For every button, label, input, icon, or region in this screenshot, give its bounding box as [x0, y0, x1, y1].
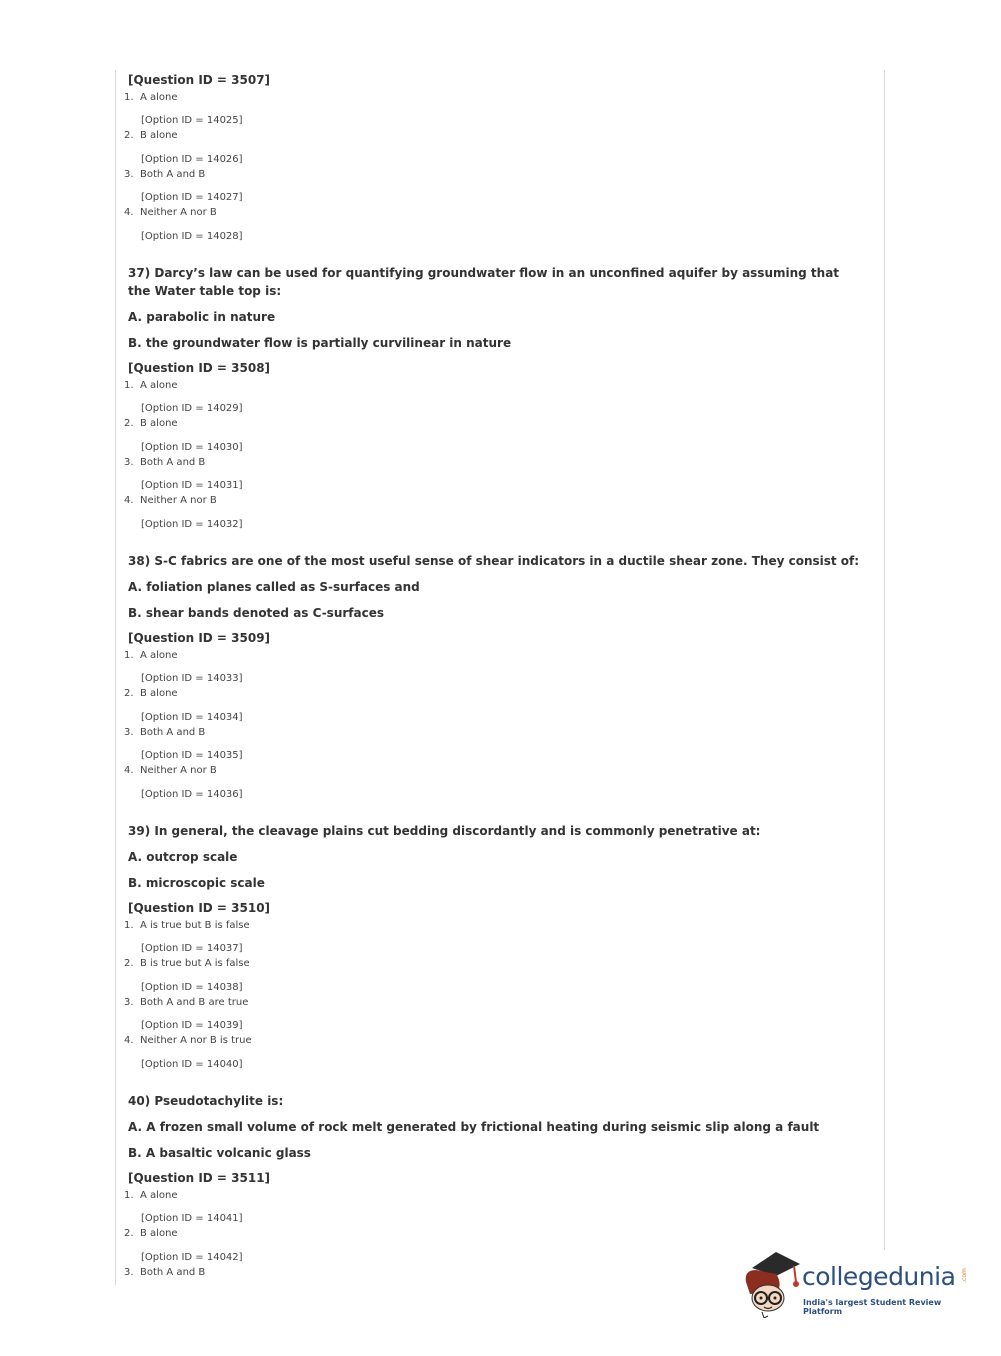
option-3[interactable]: 3. Both A and B — [124, 727, 206, 738]
option-id: [Option ID = 14032] — [141, 519, 243, 530]
option-1[interactable]: 1. A alone — [124, 92, 178, 103]
statement-a: A. outcrop scale — [128, 850, 238, 864]
question-id: [Question ID = 3510] — [128, 901, 271, 915]
statement-b: B. shear bands denoted as C-surfaces — [128, 606, 384, 620]
collegedunia-logo[interactable] — [742, 1248, 972, 1318]
statement-b: B. the groundwater flow is partially curvilinear in nature — [128, 336, 512, 350]
option-3[interactable]: 3. Both A and B — [124, 1267, 206, 1278]
option-id: [Option ID = 14028] — [141, 231, 243, 242]
question-text: 37) Darcy’s law can be used for quantifying groundwater flow in an unconfined aquifer by assuming that the Water table top is: — [128, 266, 840, 298]
left-margin-rule — [115, 70, 116, 1285]
statement-a: A. A frozen small volume of rock melt generated by frictional heating during seismic slip along a fault — [128, 1120, 820, 1134]
option-4[interactable]: 4. Neither A nor B — [124, 765, 217, 776]
question-id: [Question ID = 3509] — [128, 631, 271, 645]
option-id: [Option ID = 14037] — [141, 943, 243, 954]
option-id: [Option ID = 14025] — [141, 115, 243, 126]
option-2[interactable]: 2. B alone — [124, 688, 178, 699]
option-3[interactable]: 3. Both A and B — [124, 169, 206, 180]
option-id: [Option ID = 14041] — [141, 1213, 243, 1224]
option-id: [Option ID = 14027] — [141, 192, 243, 203]
mascot-icon — [742, 1248, 802, 1318]
question-text: 40) Pseudotachylite is: — [128, 1094, 284, 1108]
option-2[interactable]: 2. B alone — [124, 418, 178, 429]
option-id: [Option ID = 14035] — [141, 750, 243, 761]
option-2[interactable]: 2. B alone — [124, 130, 178, 141]
option-id: [Option ID = 14030] — [141, 442, 243, 453]
option-4[interactable]: 4. Neither A nor B — [124, 495, 217, 506]
option-1[interactable]: 1. A alone — [124, 650, 178, 661]
right-margin-rule — [884, 70, 885, 1250]
option-id: [Option ID = 14031] — [141, 480, 243, 491]
option-4[interactable]: 4. Neither A nor B is true — [124, 1035, 252, 1046]
question-text: 38) S-C fabrics are one of the most useful sense of shear indicators in a ductile shear zone. They consist of: — [128, 554, 860, 568]
statement-a: A. foliation planes called as S-surfaces and — [128, 580, 420, 594]
option-1[interactable]: 1. A is true but B is false — [124, 920, 250, 931]
option-2[interactable]: 2. B alone — [124, 1228, 178, 1239]
option-id: [Option ID = 14033] — [141, 673, 243, 684]
question-id: [Question ID = 3508] — [128, 361, 271, 375]
option-id: [Option ID = 14026] — [141, 154, 243, 165]
statement-b: B. A basaltic volcanic glass — [128, 1146, 311, 1160]
option-3[interactable]: 3. Both A and B are true — [124, 997, 249, 1008]
option-id: [Option ID = 14040] — [141, 1059, 243, 1070]
option-id: [Option ID = 14038] — [141, 982, 243, 993]
option-id: [Option ID = 14039] — [141, 1020, 243, 1031]
brand-tagline: India's largest Student Review Platform — [803, 1298, 942, 1316]
question-id: [Question ID = 3511] — [128, 1171, 271, 1185]
option-1[interactable]: 1. A alone — [124, 1190, 178, 1201]
option-2[interactable]: 2. B is true but A is false — [124, 958, 250, 969]
question-text: 39) In general, the cleavage plains cut bedding discordantly and is commonly penetrative at: — [128, 824, 761, 838]
statement-b: B. microscopic scale — [128, 876, 265, 890]
option-4[interactable]: 4. Neither A nor B — [124, 207, 217, 218]
option-id: [Option ID = 14042] — [141, 1252, 243, 1263]
brand-suffix: .com — [960, 1268, 968, 1283]
option-id: [Option ID = 14036] — [141, 789, 243, 800]
brand-name: collegedunia — [802, 1262, 956, 1291]
option-id: [Option ID = 14029] — [141, 403, 243, 414]
option-1[interactable]: 1. A alone — [124, 380, 178, 391]
option-3[interactable]: 3. Both A and B — [124, 457, 206, 468]
question-id: [Question ID = 3507] — [128, 73, 271, 87]
statement-a: A. parabolic in nature — [128, 310, 276, 324]
option-id: [Option ID = 14034] — [141, 712, 243, 723]
